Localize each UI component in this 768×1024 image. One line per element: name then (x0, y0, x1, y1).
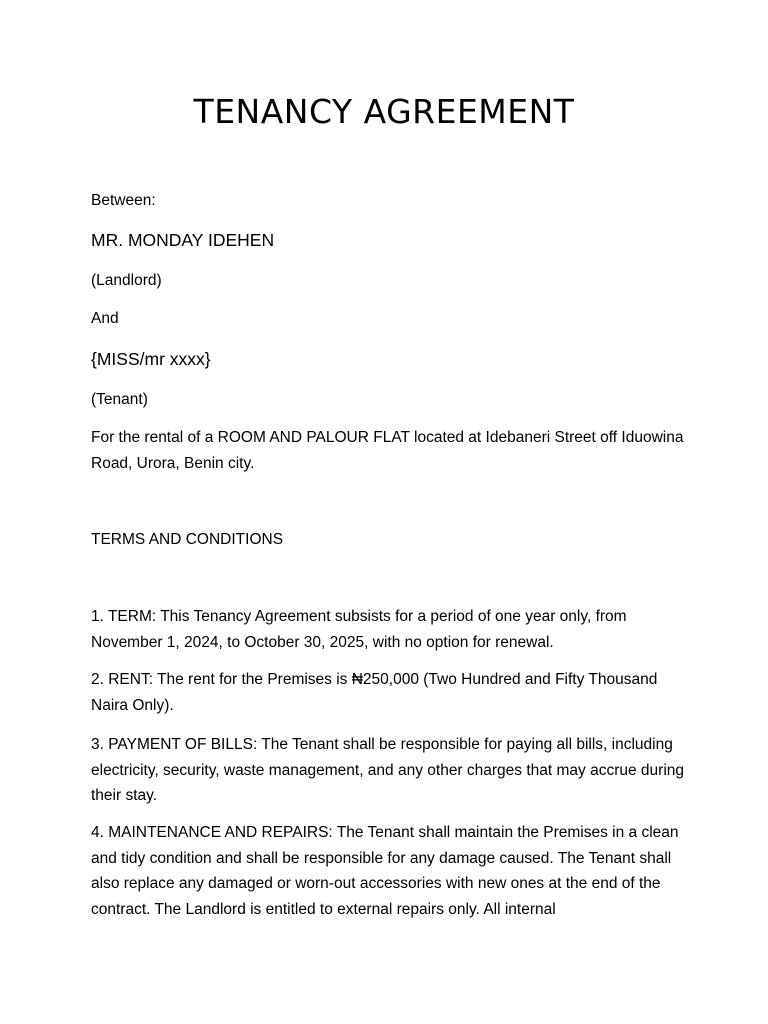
landlord-name: MR. MONDAY IDEHEN (91, 230, 275, 250)
and-label: And (91, 310, 119, 327)
between-label: Between: (91, 192, 156, 209)
document-title: TENANCY AGREEMENT (193, 92, 575, 131)
tenant-name: {MISS/mr xxxx} (91, 349, 211, 369)
maintenance-and-repairs-clause: 4. MAINTENANCE AND REPAIRS: The Tenant shall maintain the Premises in a clean and tidy condition and shall be responsible for any damage caused. The Tenant shall also replace any damaged or worn-out accessories with new ones at the end of the contract. The Landlord is entitled to external repairs only. All internal (91, 824, 679, 918)
terms-heading: TERMS AND CONDITIONS (91, 531, 284, 548)
term-clause: 1. TERM: This Tenancy Agreement subsists for a period of one year only, from November 1, 2024, to October 30, 2025, with no option for renewal. (91, 608, 627, 651)
landlord-role: (Landlord) (91, 272, 162, 289)
tenant-role: (Tenant) (91, 391, 148, 408)
rental-description: For the rental of a ROOM AND PALOUR FLAT located at Idebaneri Street off Iduowina Road, Urora, Benin city. (91, 429, 684, 472)
payment-of-bills-clause: 3. PAYMENT OF BILLS: The Tenant shall be responsible for paying all bills, including electricity, security, waste management, and any other charges that may accrue during their stay. (91, 736, 685, 804)
rent-clause: 2. RENT: The rent for the Premises is ₦250,000 (Two Hundred and Fifty Thousand Naira Only). (91, 671, 658, 714)
